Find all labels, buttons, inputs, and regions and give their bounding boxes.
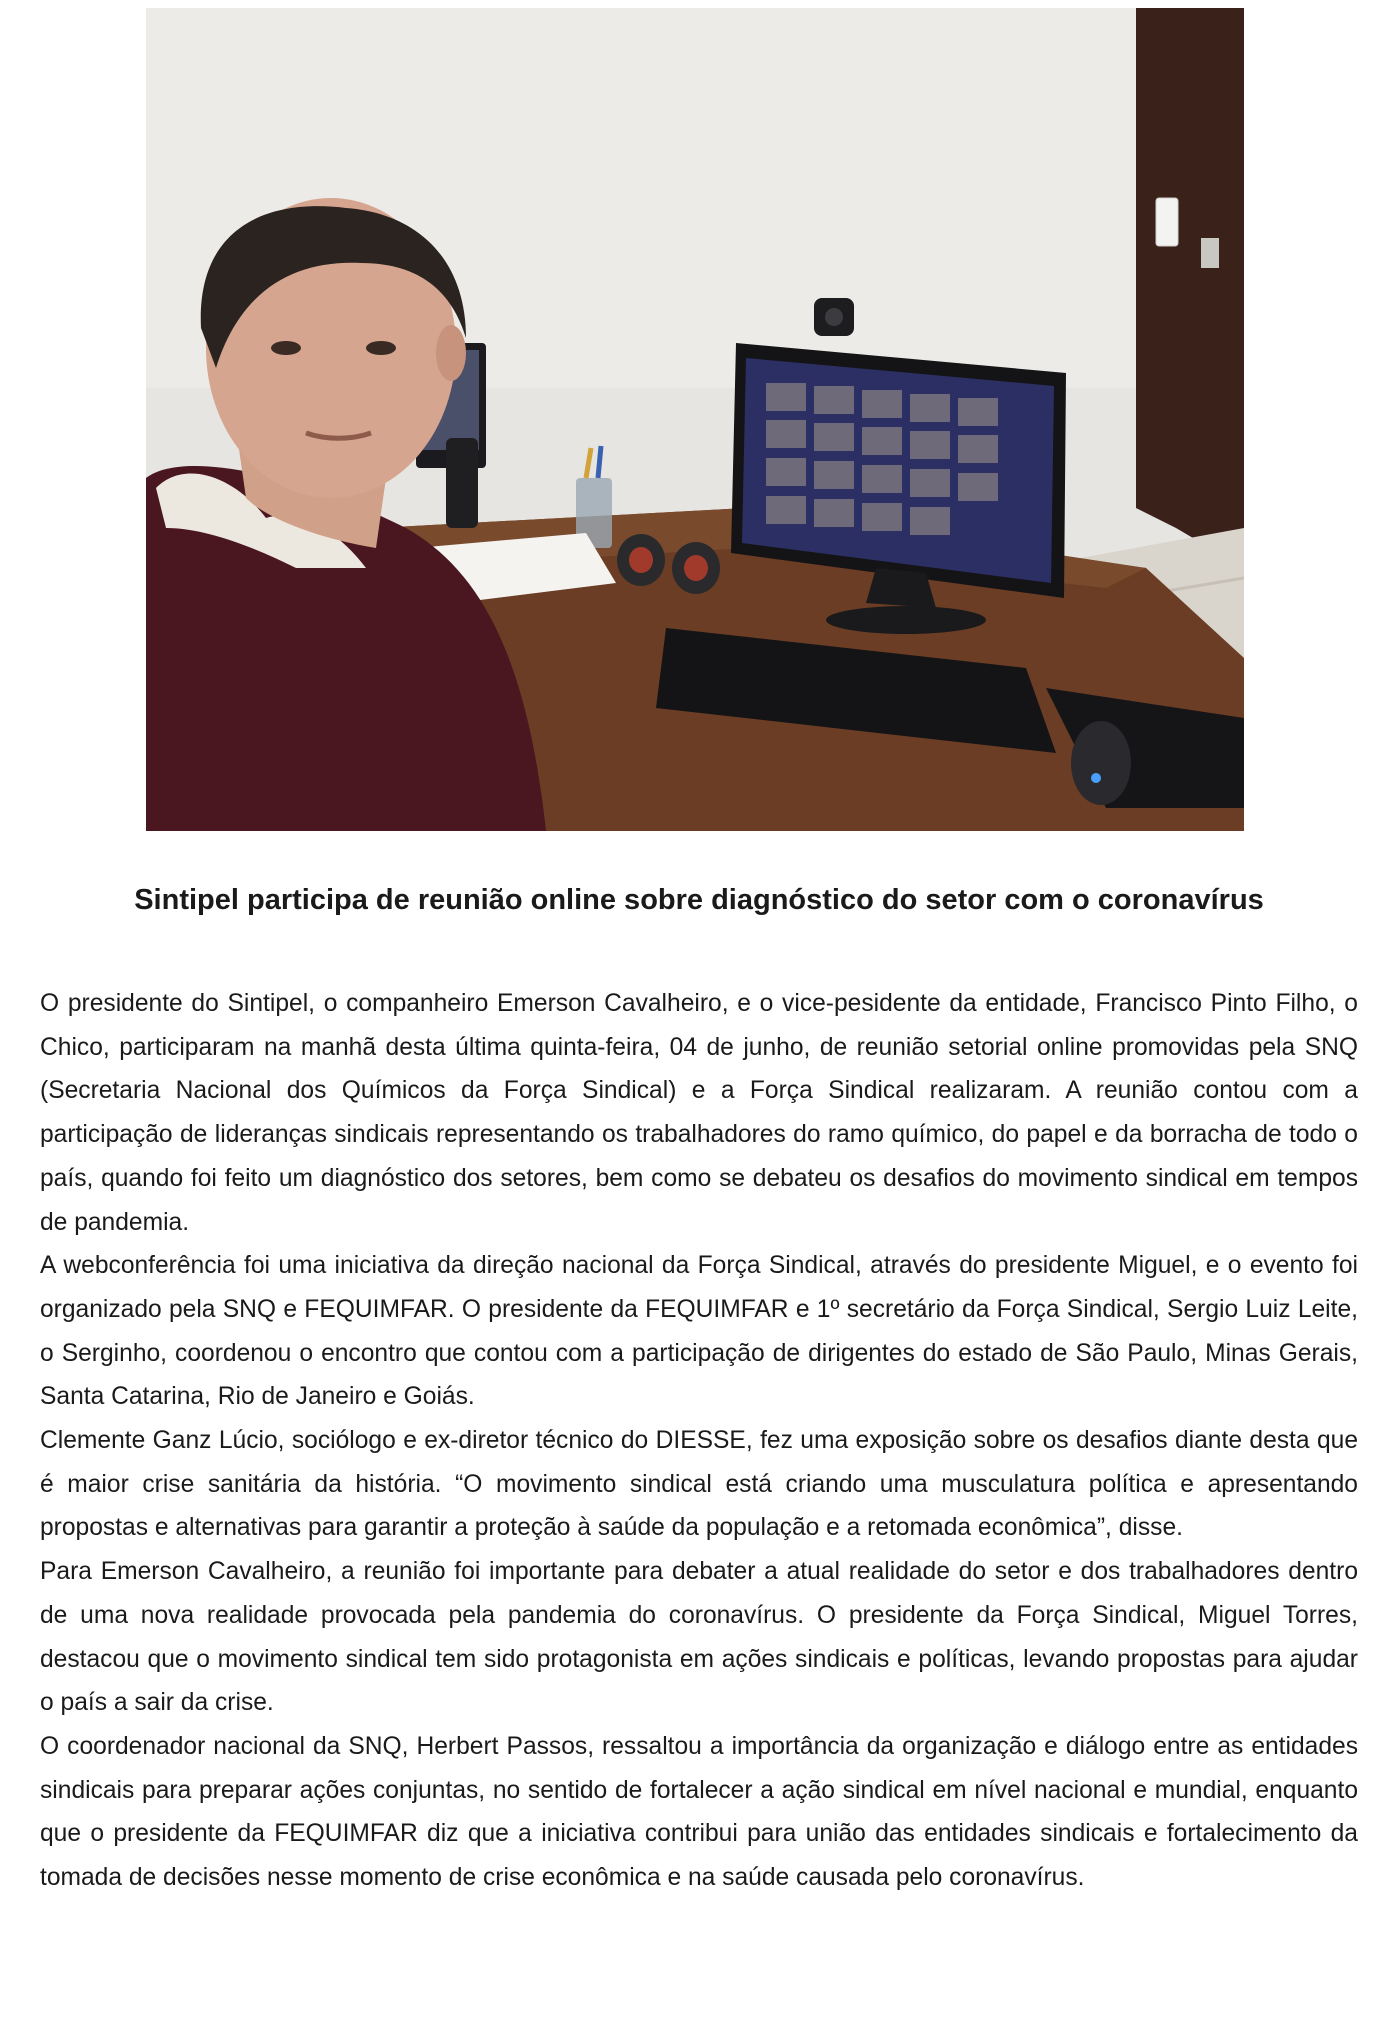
article-photo [146,8,1244,831]
article-paragraph: Para Emerson Cavalheiro, a reunião foi importante para debater a atual realidade do setor e dos trabalhadores dentro de uma nova realidade provocada pela pandemia do coronavírus. O presidente da Força Sindical, Miguel Torres, destacou que o movimento sindical tem sido protagonista em ações sindicais e políticas, levando propostas para ajudar o país a sair da crise. [40,1558,1358,1717]
article-paragraph: O coordenador nacional da SNQ, Herbert Passos, ressaltou a importância da organização e diálogo entre as entidades sindicais para preparar ações conjuntas, no sentido de fortalecer a ação sindical em nível nacional e mundial, enquanto que o presidente da FEQUIMFAR diz que a iniciativa contribui para união das entidades sindicais e fortalecimento da tomada de decisões nesse momento de crise econômica e na saúde causada pelo coronavírus. [40,1732,1358,1892]
article-paragraph: Clemente Ganz Lúcio, sociólogo e ex-diretor técnico do DIESSE, fez uma exposição sobre os desafios diante desta que é maior crise sanitária da história. “O movimento sindical está criando uma musculatura política e apresentando propostas e alternativas para garantir a proteção à saúde da população e a retomada econômica”, disse. [40,1427,1358,1542]
article-body [40,982,1358,1900]
article-paragraph: O presidente do Sintipel, o companheiro Emerson Cavalheiro, e o vice-pesidente da entidade, Francisco Pinto Filho, o Chico, participaram na manhã desta última quinta-feira, 04 de junho, de reunião setorial online promovidas pela SNQ (Secretaria Nacional dos Químicos da Força Sindical) e a Força Sindical realizaram. A reunião contou com a participação de lideranças sindicais representando os trabalhadores do ramo químico, do papel e da borracha de todo o país, quando foi feito um diagnóstico dos setores, bem como se debateu os desafios do movimento sindical em tempos de pandemia. [40,990,1358,1236]
article-headline: Sintipel participa de reunião online sobre diagnóstico do setor com o coronavírus [134,884,1264,916]
article-paragraph: A webconferência foi uma iniciativa da direção nacional da Força Sindical, através do presidente Miguel, e o evento foi organizado pela SNQ e FEQUIMFAR. O presidente da FEQUIMFAR e 1º secretário da Força Sindical, Sergio Luiz Leite, o Serginho, coordenou o encontro que contou com a participação de dirigentes do estado de São Paulo, Minas Gerais, Santa Catarina, Rio de Janeiro e Goiás. [40,1252,1358,1411]
